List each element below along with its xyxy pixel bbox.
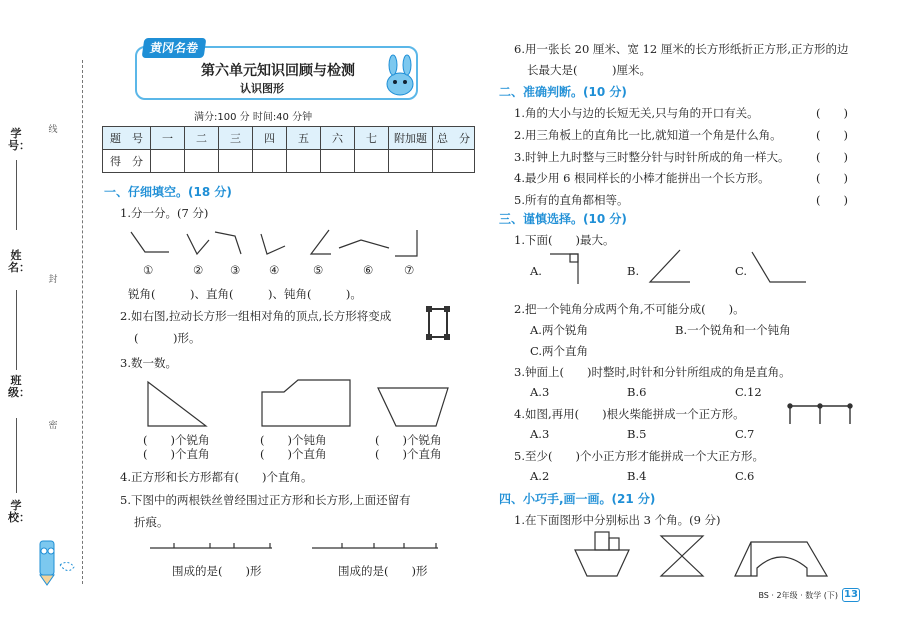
s3-q4[interactable]: 4.如图,再用( )根火柴能拼成一个正方形。 — [514, 407, 745, 421]
score-cell: 五 — [287, 127, 321, 150]
angle-label-7: ⑦ — [404, 263, 415, 277]
s1-q3-c2[interactable]: ( )个直角 — [375, 447, 442, 461]
choice-angles — [540, 244, 840, 290]
s3-q2-opt-c[interactable]: C.两个直角 — [530, 344, 589, 358]
score-header-row — [103, 127, 475, 150]
s3-q4-opt-b[interactable]: B.5 — [627, 427, 647, 441]
angle-figures — [125, 226, 445, 260]
angle-figure-7 — [395, 230, 417, 256]
score-blank[interactable] — [433, 150, 475, 173]
s1-q5-line2: 折痕。 — [134, 515, 169, 529]
s1-q3-a1[interactable]: ( )个锐角 — [143, 433, 210, 447]
choice-angle-b — [650, 250, 690, 282]
s1-q3-a2[interactable]: ( )个直角 — [143, 447, 210, 461]
s1-q6-line1: 6.用一张长 20 厘米、宽 12 厘米的长方形纸折正方形,正方形的边 — [514, 42, 849, 56]
s1-q1-answer[interactable]: 锐角( )、直角( )、钝角( )。 — [128, 287, 362, 301]
angle-label-2: ② — [193, 263, 204, 277]
cut-mark-seal: 封 — [48, 275, 58, 285]
name-line — [16, 290, 17, 370]
judge-paren-2[interactable]: ( ) — [816, 128, 848, 142]
section4-title: 四、小巧手,画一画。(21 分) — [499, 492, 656, 506]
s1-q2-line1: 2.如右图,拉动长方形一组相对角的顶点,长方形将变成 — [120, 309, 392, 323]
judge-paren-5[interactable]: ( ) — [816, 193, 848, 207]
s1-q1: 1.分一分。(7 分) — [120, 206, 209, 220]
angle-label-5: ⑤ — [313, 263, 324, 277]
cut-line — [82, 60, 83, 584]
score-cell: 三 — [219, 127, 253, 150]
s3-q5-opt-a[interactable]: A.2 — [530, 469, 550, 483]
angle-figure-2 — [187, 234, 209, 254]
score-cell: 附加题 — [389, 127, 433, 150]
s1-q3-b2[interactable]: ( )个直角 — [260, 447, 327, 461]
s1-q5-line1: 5.下图中的两根铁丝曾经围过正方形和长方形,上面还留有 — [120, 493, 411, 507]
s1-q3-c1[interactable]: ( )个锐角 — [375, 433, 442, 447]
angle-figure-1 — [131, 232, 169, 252]
angle-label-6: ⑥ — [363, 263, 374, 277]
page-title: 第六单元知识回顾与检测 — [201, 63, 355, 79]
section1-title: 一、仔细填空。(18 分) — [104, 185, 232, 199]
s1-q5-ans1[interactable]: 围成的是( )形 — [172, 564, 262, 578]
class-label: 班级： — [8, 374, 30, 399]
student-id-label: 学号： — [8, 127, 30, 152]
judge-paren-3[interactable]: ( ) — [816, 150, 848, 164]
angle-label-1: ① — [143, 263, 154, 277]
score-blank[interactable] — [389, 150, 433, 173]
brand-badge: 黄冈名卷 — [142, 38, 207, 58]
s3-q2[interactable]: 2.把一个钝角分成两个角,不可能分成( )。 — [514, 302, 745, 316]
draw-figure-bridge — [735, 542, 827, 576]
score-cell: 六 — [321, 127, 355, 150]
angle-figure-6 — [339, 240, 389, 248]
page-footer — [758, 588, 860, 602]
bunny-mascot-icon — [382, 56, 418, 98]
choice-angle-c — [752, 252, 806, 282]
angle-figure-3 — [215, 232, 241, 254]
s3-q3[interactable]: 3.钟面上( )时整时,时针和分针所组成的角是直角。 — [514, 365, 791, 379]
s3-q5-opt-c[interactable]: C.6 — [735, 469, 755, 483]
score-value-row — [103, 150, 475, 173]
binding-strip — [30, 0, 90, 624]
score-table — [102, 126, 475, 173]
student-id-line — [16, 160, 17, 230]
draw-figures — [575, 530, 835, 580]
score-blank[interactable] — [185, 150, 219, 173]
s2-item-1: 1.角的大小与边的长短无关,只与角的开口有关。 — [514, 106, 759, 120]
s3-q3-opt-c[interactable]: C.12 — [735, 385, 762, 399]
s4-q1: 1.在下面图形中分别标出 3 个角。(9 分) — [514, 513, 721, 527]
name-label: 姓名： — [8, 249, 30, 274]
count-shape-triangle — [148, 382, 206, 426]
score-cell: 总 分 — [433, 127, 475, 150]
s1-q4[interactable]: 4.正方形和长方形都有( )个直角。 — [120, 470, 313, 484]
choice-angle-a — [550, 254, 578, 284]
s3-q1-opt-c[interactable]: C. — [735, 264, 748, 278]
score-blank[interactable] — [287, 150, 321, 173]
pencil-mascot-icon — [30, 535, 80, 585]
draw-figure-boat — [575, 550, 629, 576]
score-blank[interactable] — [253, 150, 287, 173]
score-blank[interactable] — [321, 150, 355, 173]
angle-label-3: ③ — [230, 263, 241, 277]
score-cell: 得 分 — [103, 150, 151, 173]
wire-figures — [150, 540, 450, 552]
s3-q5[interactable]: 5.至少( )个小正方形才能拼成一个大正方形。 — [514, 449, 764, 463]
page-number: 13 — [842, 588, 860, 602]
score-cell: 题 号 — [103, 127, 151, 150]
s3-q1[interactable]: 1.下面( )最大。 — [514, 233, 615, 247]
matchstick-figure — [786, 402, 856, 426]
s3-q3-opt-b[interactable]: B.6 — [627, 385, 647, 399]
s3-q4-opt-a[interactable]: A.3 — [530, 427, 550, 441]
s3-q1-opt-a[interactable]: A. — [530, 264, 542, 278]
s1-q2-line2[interactable]: ( )形。 — [134, 331, 201, 345]
section3-title: 三、谨慎选择。(10 分) — [499, 212, 627, 226]
score-cell: 七 — [355, 127, 389, 150]
class-line — [16, 418, 17, 493]
cut-mark-line: 线 — [48, 125, 58, 135]
s2-item-2: 2.用三角板上的直角比一比,就知道一个角是什么角。 — [514, 128, 782, 142]
count-shape-trapezoid — [378, 388, 448, 426]
judge-paren-4[interactable]: ( ) — [816, 171, 848, 185]
score-blank[interactable] — [151, 150, 185, 173]
judge-paren-1[interactable]: ( ) — [816, 106, 848, 120]
exam-meta: 满分:100 分 时间:40 分钟 — [194, 112, 313, 123]
s3-q2-opt-b[interactable]: B.一个锐角和一个钝角 — [675, 323, 791, 337]
cut-mark-secret: 密 — [48, 421, 58, 431]
s3-q3-opt-a[interactable]: A.3 — [530, 385, 550, 399]
s2-item-3: 3.时钟上九时整与三时整分针与时针所成的角一样大。 — [514, 150, 790, 164]
s2-item-5: 5.所有的直角都相等。 — [514, 193, 629, 207]
page-subtitle: 认识图形 — [240, 82, 284, 95]
score-blank[interactable] — [219, 150, 253, 173]
angle-figure-5 — [311, 230, 331, 254]
score-blank[interactable] — [355, 150, 389, 173]
score-cell: 二 — [185, 127, 219, 150]
angle-figure-4 — [261, 234, 285, 254]
count-shapes — [140, 378, 460, 428]
draw-figure-hourglass — [661, 536, 703, 576]
s1-q5-ans2[interactable]: 围成的是( )形 — [338, 564, 428, 578]
rectangle-frame-figure — [426, 306, 452, 342]
score-cell: 四 — [253, 127, 287, 150]
school-label: 学校： — [8, 499, 30, 524]
score-cell: 一 — [151, 127, 185, 150]
s1-q3-b1[interactable]: ( )个钝角 — [260, 433, 327, 447]
s2-item-4: 4.最少用 6 根同样长的小棒才能拼出一个长方形。 — [514, 171, 770, 185]
angle-label-4: ④ — [269, 263, 280, 277]
s3-q4-opt-c[interactable]: C.7 — [735, 427, 755, 441]
s3-q5-opt-b[interactable]: B.4 — [627, 469, 647, 483]
s1-q3: 3.数一数。 — [120, 356, 177, 370]
section2-title: 二、准确判断。(10 分) — [499, 85, 627, 99]
count-shape-pentagon — [262, 380, 350, 426]
s1-q6-line2[interactable]: 长最大是( )厘米。 — [527, 63, 651, 77]
s3-q1-opt-b[interactable]: B. — [627, 264, 640, 278]
footer-text: BS · 2年级 · 数学 (下) — [758, 590, 838, 600]
s3-q2-opt-a[interactable]: A.两个锐角 — [530, 323, 588, 337]
